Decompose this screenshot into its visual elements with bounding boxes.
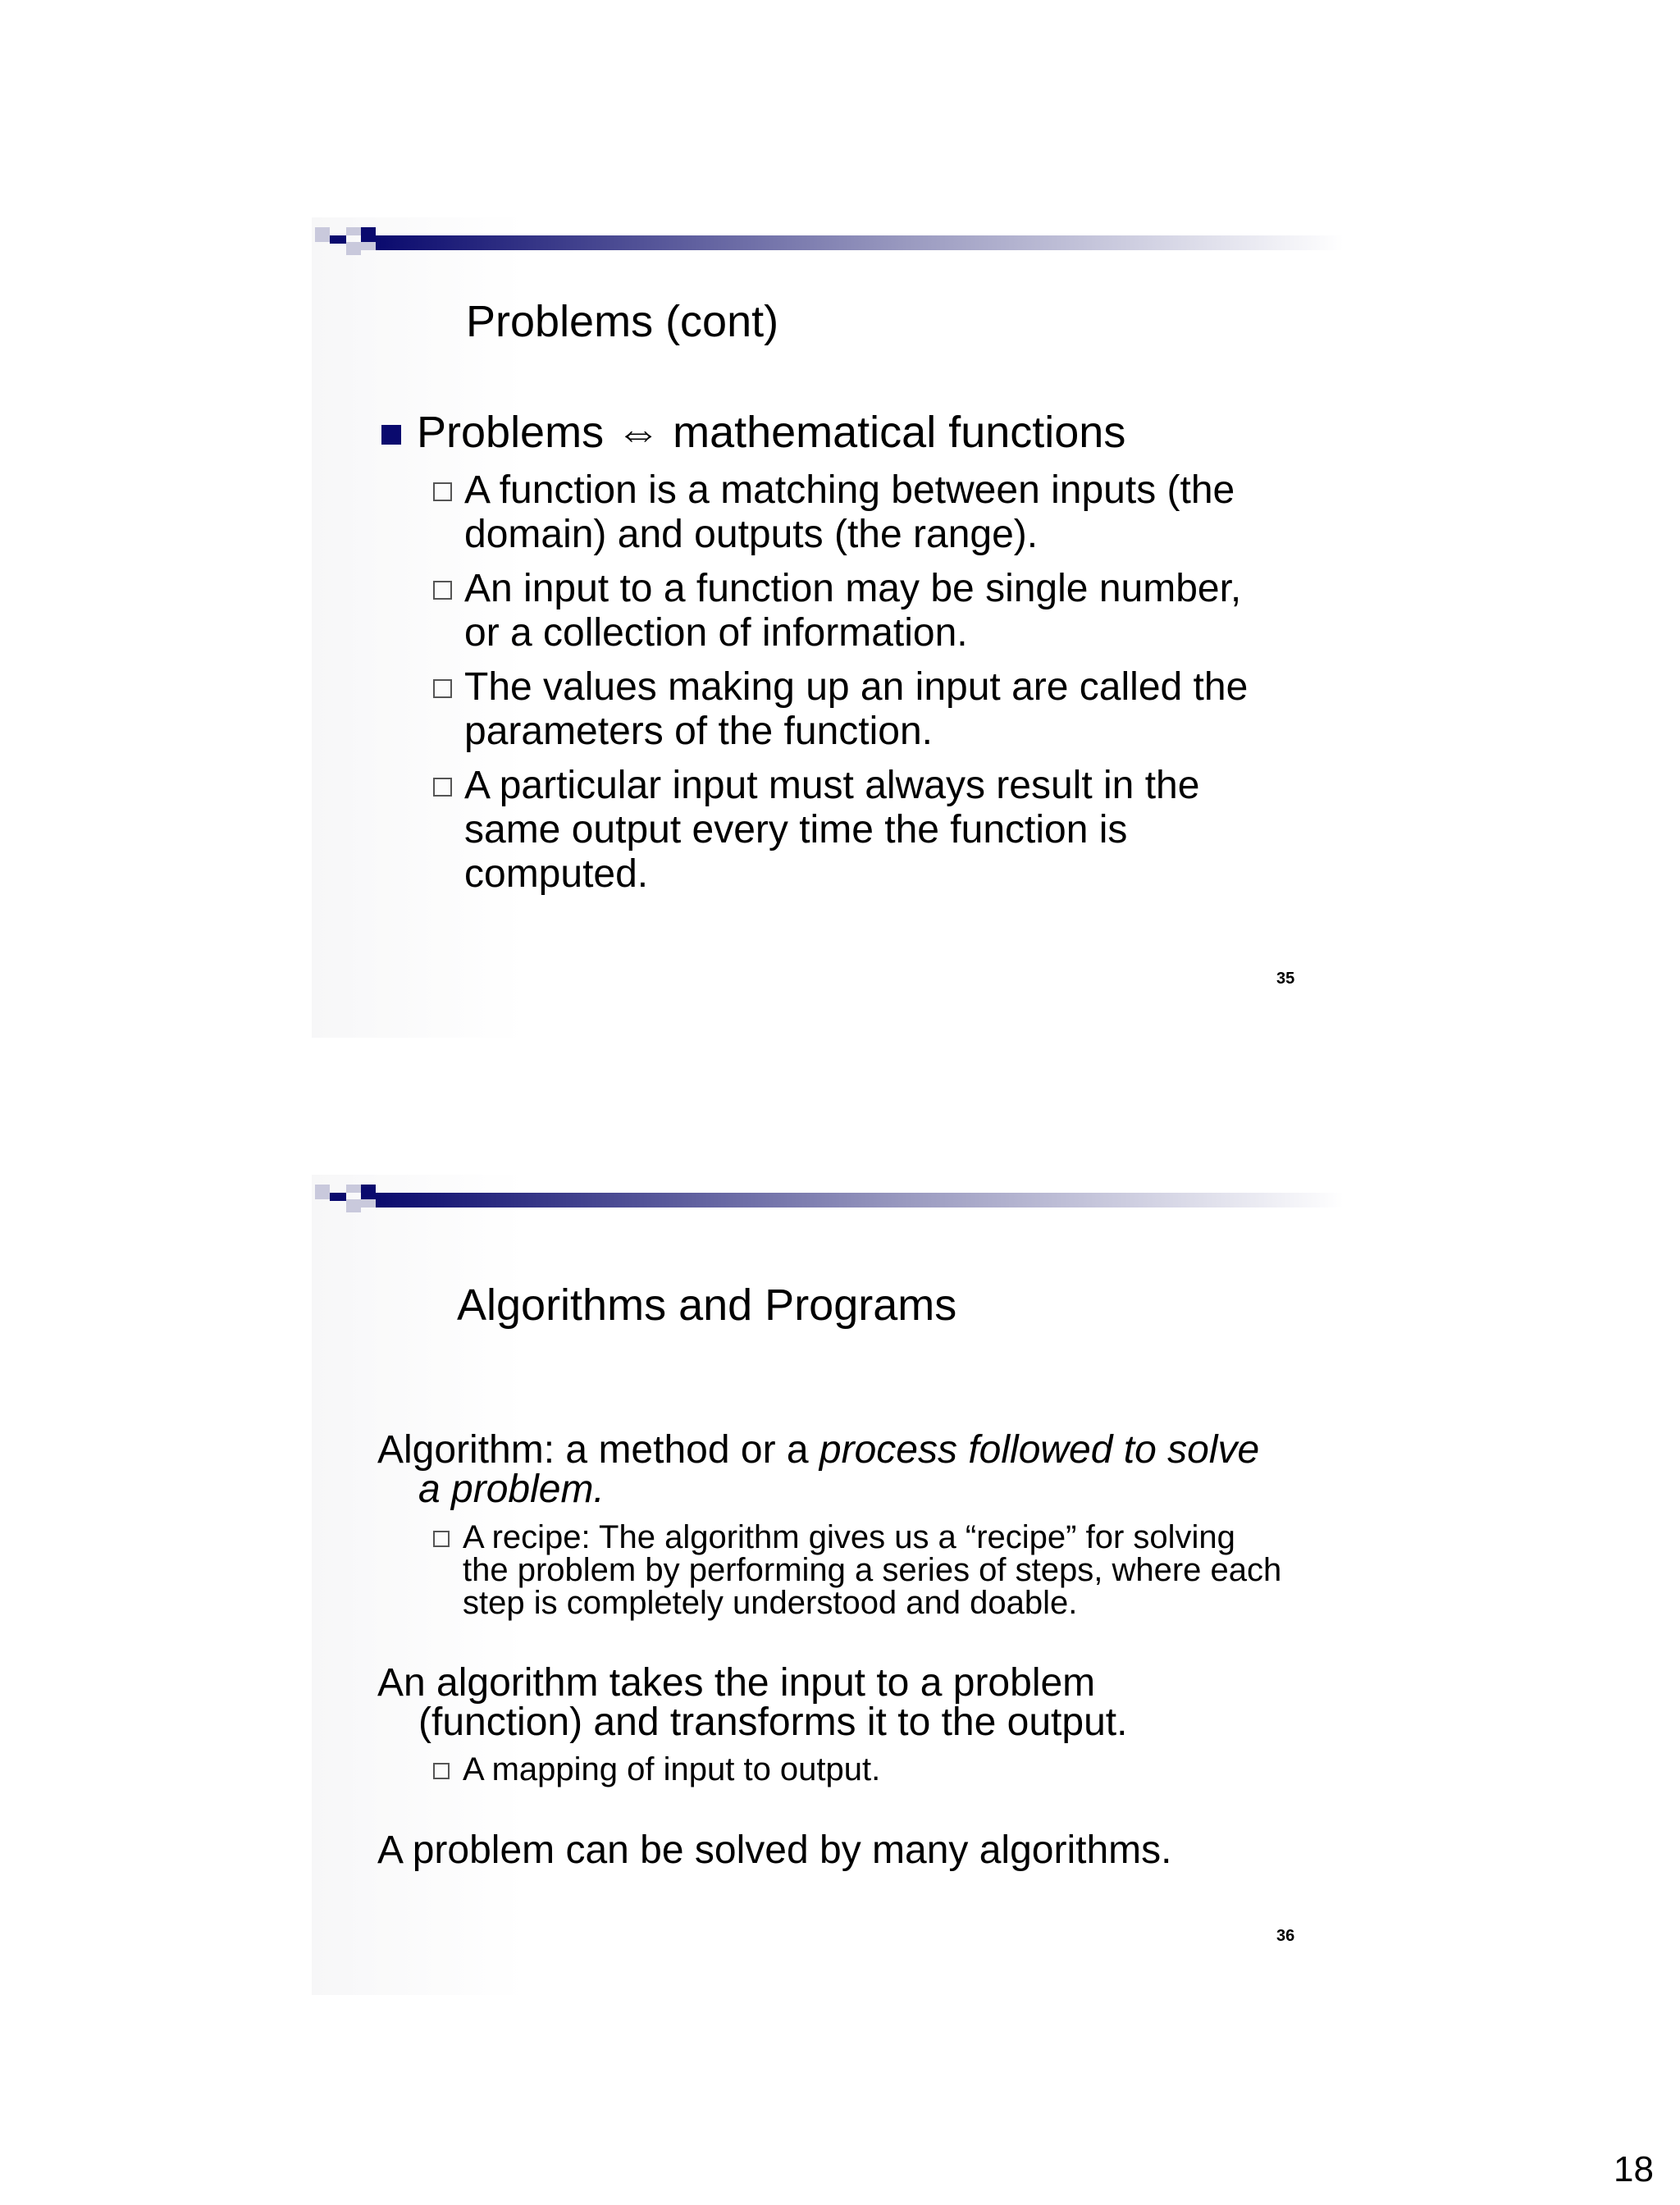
list-item-text: A recipe: The algorithm gives us a “recipe” for solving the problem by performing a series of steps, where each step is completely understood and doable. — [463, 1519, 1282, 1621]
algorithm-transform — [377, 1661, 1304, 1744]
slide-number: 35 — [1276, 970, 1295, 988]
hollow-square-bullet-icon — [433, 581, 452, 600]
page-number: 18 — [1614, 2149, 1654, 2189]
list-item-text: A function is a matching between inputs (the domain) and outputs (the range). — [464, 468, 1235, 556]
title-decoration-bar — [312, 1175, 1345, 1224]
list-item — [433, 665, 1262, 754]
list-item-text: The values making up an input are called the parameters of the function. — [464, 665, 1249, 753]
list-item-text: An input to a function may be single number, or a collection of information. — [464, 567, 1242, 655]
slide-title: Problems (cont) — [466, 297, 779, 346]
hollow-square-bullet-icon — [433, 1531, 450, 1547]
list-item — [433, 1753, 1286, 1786]
list-item — [433, 567, 1262, 655]
hollow-square-bullet-icon — [433, 679, 452, 698]
slide-number: 36 — [1276, 1927, 1295, 1945]
mapping-sub-list — [433, 1753, 1286, 1796]
hollow-square-bullet-icon — [433, 778, 452, 797]
slide-title: Algorithms and Programs — [457, 1281, 957, 1330]
list-item-text: A particular input must always result in the same output every time the function is computed. — [464, 764, 1200, 896]
hollow-square-bullet-icon — [433, 482, 452, 501]
title-decoration-bar — [312, 217, 1345, 267]
definition-text: Algorithm: a method or a — [377, 1428, 819, 1472]
algorithm-definition — [377, 1428, 1304, 1511]
list-item — [433, 468, 1262, 557]
main-bullet-text: Problems ⇔ mathematical functions — [417, 408, 1126, 457]
many-algorithms-text: A problem can be solved by many algorithms. — [377, 1828, 1172, 1872]
list-item — [433, 764, 1262, 897]
sub-bullet-list — [433, 468, 1262, 906]
hollow-square-bullet-icon — [433, 1763, 450, 1779]
recipe-sub-list — [433, 1521, 1286, 1629]
slide-36 — [312, 1175, 1329, 1995]
definition-emphasis-cont: a problem. — [418, 1468, 605, 1511]
transform-text-line1: An algorithm takes the input to a problem — [377, 1661, 1096, 1705]
square-bullet-icon — [381, 425, 401, 445]
slide-35 — [312, 217, 1329, 1038]
transform-text-line2: (function) and transforms it to the output. — [418, 1701, 1128, 1744]
definition-emphasis: process followed to solve — [819, 1428, 1260, 1472]
list-item-text: A mapping of input to output. — [463, 1751, 881, 1787]
list-item — [433, 1521, 1286, 1619]
